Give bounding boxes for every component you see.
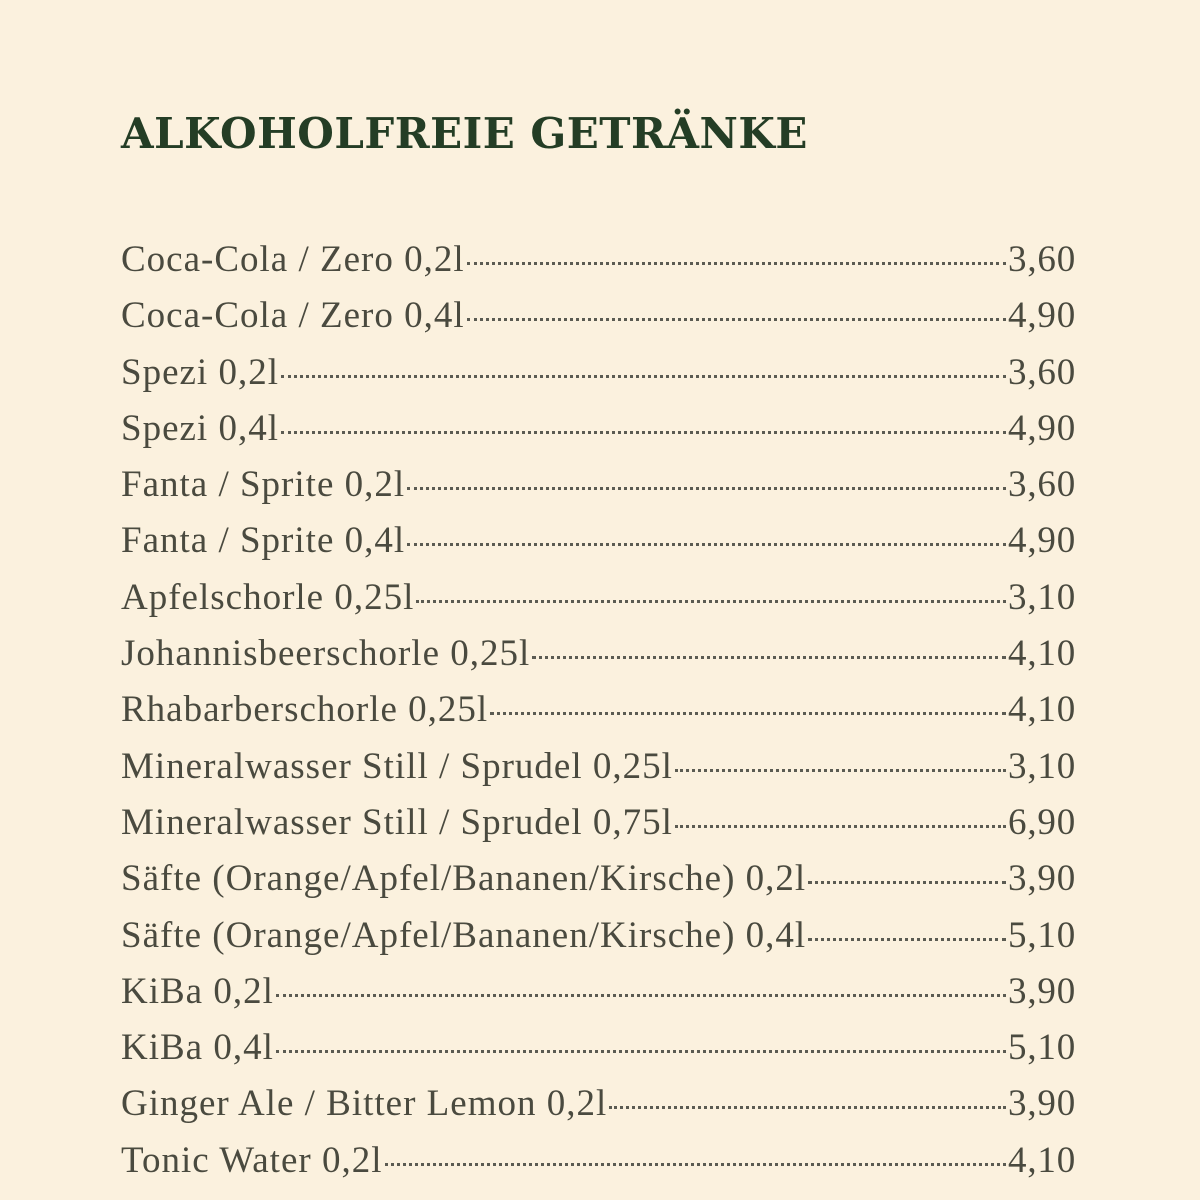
drink-name: Tonic Water 0,2l	[121, 1139, 383, 1181]
menu-item	[121, 682, 1076, 738]
menu-title: ALKOHOLFREIE GETRÄNKE	[121, 109, 808, 158]
drink-price: 3,60	[1008, 351, 1076, 393]
dotted-leader	[276, 994, 1006, 997]
dotted-leader	[609, 1106, 1006, 1109]
menu-item	[121, 457, 1076, 513]
drink-price: 6,90	[1008, 801, 1076, 843]
menu-item	[121, 1020, 1076, 1076]
dotted-leader	[467, 262, 1006, 265]
drink-price: 3,90	[1008, 1083, 1076, 1125]
drink-price: 3,60	[1008, 239, 1076, 280]
drink-name: Spezi 0,2l	[121, 351, 279, 393]
drink-name: Rhabarberschorle 0,25l	[121, 689, 489, 731]
dotted-leader	[407, 543, 1006, 546]
menu-item	[121, 345, 1076, 401]
menu-item	[121, 1133, 1076, 1189]
drink-name: Säfte (Orange/Apfel/Bananen/Kirsche) 0,4l	[121, 914, 807, 956]
dotted-leader	[385, 1163, 1007, 1166]
drinks-list	[121, 232, 1076, 1189]
drink-price: 5,10	[1008, 914, 1076, 956]
dotted-leader	[407, 487, 1006, 490]
drink-price: 5,10	[1008, 1027, 1076, 1069]
drink-name: Fanta / Sprite 0,2l	[121, 464, 406, 506]
drink-price: 4,90	[1008, 407, 1076, 449]
dotted-leader	[467, 318, 1006, 321]
dotted-leader	[416, 600, 1006, 603]
menu-item	[121, 739, 1076, 795]
drink-name: Mineralwasser Still / Sprudel 0,75l	[121, 801, 673, 843]
drink-name: KiBa 0,4l	[121, 1027, 274, 1069]
menu-item	[121, 908, 1076, 964]
menu-item	[121, 795, 1076, 851]
drink-price: 4,10	[1008, 689, 1076, 731]
drink-price: 3,90	[1008, 858, 1076, 900]
dotted-leader	[675, 825, 1006, 828]
dotted-leader	[675, 769, 1006, 772]
menu-item	[121, 513, 1076, 569]
drink-name: Apfelschorle 0,25l	[121, 576, 415, 618]
menu-item	[121, 401, 1076, 457]
drink-name: Johannisbeerschorle 0,25l	[121, 633, 531, 675]
drink-name: Mineralwasser Still / Sprudel 0,25l	[121, 745, 673, 787]
dotted-leader	[276, 1050, 1006, 1053]
drink-name: Coca-Cola / Zero 0,4l	[121, 295, 465, 337]
drink-name: Ginger Ale / Bitter Lemon 0,2l	[121, 1083, 608, 1125]
dotted-leader	[281, 431, 1006, 434]
drink-name: Coca-Cola / Zero 0,2l	[121, 239, 465, 280]
drink-price: 4,10	[1008, 633, 1076, 675]
dotted-leader	[281, 375, 1006, 378]
drink-name: Fanta / Sprite 0,4l	[121, 520, 406, 562]
menu-item	[121, 1076, 1076, 1132]
dotted-leader	[808, 881, 1006, 884]
menu-item	[121, 964, 1076, 1020]
dotted-leader	[490, 712, 1006, 715]
menu-item	[121, 288, 1076, 344]
drink-name: Spezi 0,4l	[121, 407, 279, 449]
drink-price: 4,90	[1008, 520, 1076, 562]
drink-name: KiBa 0,2l	[121, 970, 274, 1012]
menu-item	[121, 570, 1076, 626]
dotted-leader	[532, 656, 1006, 659]
drink-price: 3,90	[1008, 970, 1076, 1012]
drink-price: 3,60	[1008, 464, 1076, 506]
drink-name: Säfte (Orange/Apfel/Bananen/Kirsche) 0,2l	[121, 858, 807, 900]
menu-item	[121, 851, 1076, 907]
dotted-leader	[808, 938, 1006, 941]
drink-price: 4,90	[1008, 295, 1076, 337]
menu-item	[121, 232, 1076, 288]
menu-item	[121, 626, 1076, 682]
drink-price: 4,10	[1008, 1139, 1076, 1181]
drink-price: 3,10	[1008, 576, 1076, 618]
drink-price: 3,10	[1008, 745, 1076, 787]
